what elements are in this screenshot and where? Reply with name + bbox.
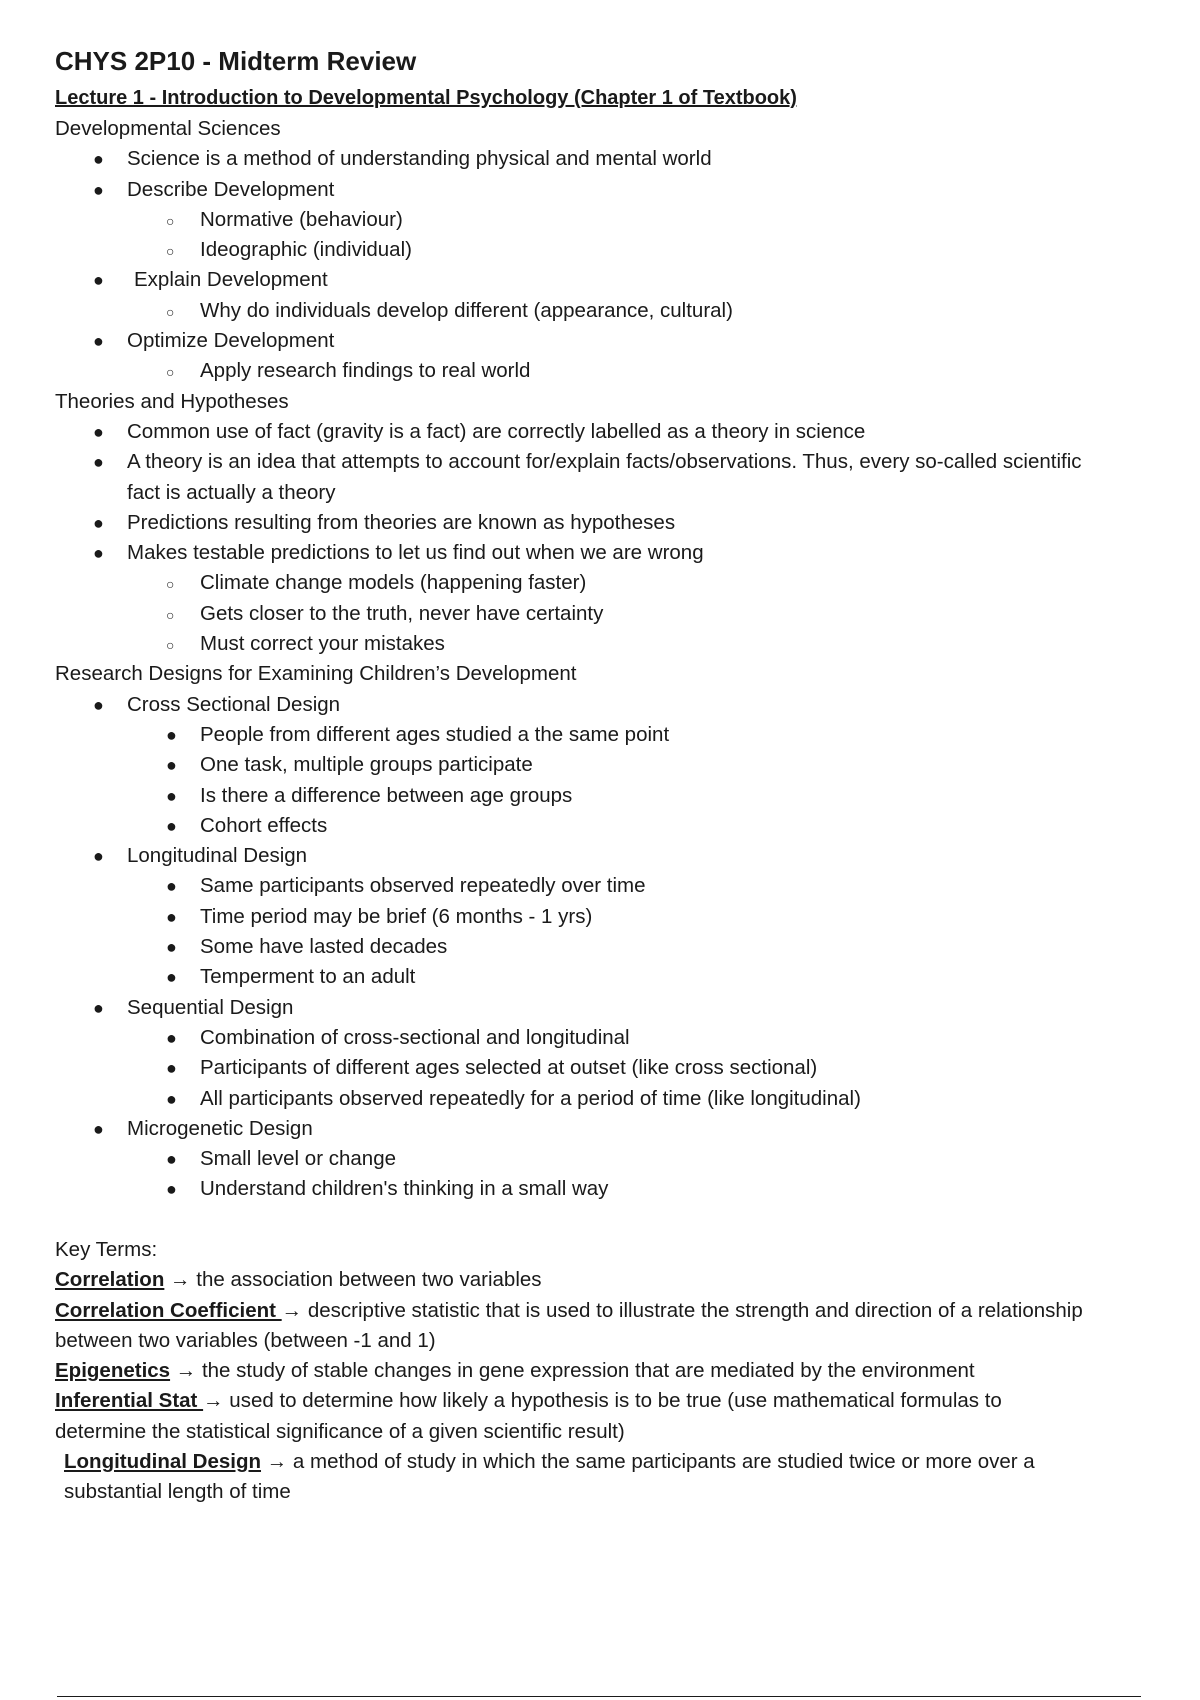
sub-list-item-text: Combination of cross-sectional and longitudinal [200, 1025, 630, 1049]
key-terms-heading: Key Terms: [55, 1237, 158, 1261]
bullet-marker: ● [93, 543, 104, 564]
key-term-definition: → the study of stable changes in gene expression that are mediated by the environment [170, 1359, 975, 1383]
bullet-marker: ● [93, 694, 104, 715]
key-term-continuation: between two variables (between -1 and 1) [55, 1328, 436, 1352]
circle-marker: ○ [166, 303, 175, 320]
bullet-marker: ● [166, 1027, 177, 1048]
list-item-text: Sequential Design [127, 995, 294, 1019]
section-heading: Research Designs for Examining Children’s Development [55, 662, 577, 686]
sub-list-item [55, 356, 1175, 386]
key-term: Inferential Stat [55, 1389, 204, 1413]
bullet-marker: ● [166, 876, 177, 897]
key-term: Epigenetics [55, 1359, 171, 1383]
bullet-marker: ● [166, 724, 177, 745]
circle-marker: ○ [166, 606, 175, 623]
key-term-definition: → the association between two variables [164, 1268, 542, 1292]
key-term: Correlation Coefficient [55, 1298, 282, 1322]
list-item [55, 265, 1175, 295]
sub-list-item-text: Why do individuals develop different (appearance, cultural) [200, 298, 733, 322]
sub-list-item [55, 296, 1175, 326]
list-item [55, 508, 1175, 538]
sub-list-item-text: Normative (behaviour) [200, 207, 403, 231]
sub-list-item [55, 720, 1175, 750]
list-item [55, 841, 1175, 871]
bullet-marker: ● [93, 512, 104, 533]
bullet-marker: ● [93, 331, 104, 352]
sub-list-item [55, 1023, 1175, 1053]
sub-list-item [55, 932, 1175, 962]
sub-list-item-text: Time period may be brief (6 months - 1 yrs) [200, 904, 593, 928]
bullet-marker: ● [93, 997, 104, 1018]
list-item-text: Optimize Development [127, 329, 335, 353]
sub-list-item-text: Apply research findings to real world [200, 359, 531, 383]
key-term-entry [55, 1356, 1175, 1386]
list-item-text: Cross Sectional Design [127, 692, 341, 716]
list-item-text: A theory is an idea that attempts to account for/explain facts/observations. Thus, every so-called scientific [127, 450, 1082, 474]
sub-list-item [55, 1174, 1175, 1204]
bullet-marker: ● [93, 149, 104, 170]
list-item [55, 538, 1175, 568]
bullet-marker: ● [93, 270, 104, 291]
sub-list-item [55, 962, 1175, 992]
sub-list-item [55, 568, 1175, 598]
bullet-marker: ● [166, 755, 177, 776]
list-item-text: Common use of fact (gravity is a fact) are correctly labelled as a theory in science [127, 419, 866, 443]
sub-list-item-text: All participants observed repeatedly for a period of time (like longitudinal) [200, 1086, 861, 1110]
list-item [55, 690, 1175, 720]
list-item [55, 175, 1175, 205]
lecture-heading: Lecture 1 - Introduction to Developmental Psychology (Chapter 1 of Textbook) [55, 87, 797, 109]
sub-list-item-text: Temperment to an adult [200, 965, 416, 989]
key-term-entry [55, 1386, 1175, 1416]
circle-marker: ○ [166, 576, 175, 593]
bullet-marker: ● [166, 785, 177, 806]
key-term-entry [55, 1447, 1175, 1477]
sub-list-item [55, 235, 1175, 265]
sub-list-item-text: Gets closer to the truth, never have certainty [200, 601, 604, 625]
sub-list-item [55, 1053, 1175, 1083]
circle-marker: ○ [166, 243, 175, 260]
sub-list-item [55, 781, 1175, 811]
bullet-marker: ● [93, 421, 104, 442]
sub-list-item [55, 599, 1175, 629]
list-item-continuation [55, 478, 1175, 508]
list-item [55, 417, 1175, 447]
sub-list-item-text: Some have lasted decades [200, 935, 448, 959]
list-item-text: Describe Development [127, 177, 335, 201]
sub-list-item [55, 1144, 1175, 1174]
document-body [55, 114, 1175, 1508]
sub-list-item-text: Small level or change [200, 1147, 396, 1171]
sub-list-item-text: Is there a difference between age groups [200, 783, 573, 807]
sub-list-item-text: Climate change models (happening faster) [200, 571, 587, 595]
key-term-entry [55, 1296, 1175, 1326]
sub-list-item [55, 811, 1175, 841]
list-item [55, 447, 1175, 477]
section-heading: Developmental Sciences [55, 117, 281, 140]
list-item-text: Predictions resulting from theories are known as hypotheses [127, 510, 676, 534]
sub-list-item [55, 1084, 1175, 1114]
bullet-marker: ● [93, 846, 104, 867]
sub-list-item-text: One task, multiple groups participate [200, 753, 533, 777]
sub-list-item [55, 750, 1175, 780]
list-item-text: Longitudinal Design [127, 844, 308, 868]
bullet-marker: ● [166, 815, 177, 836]
sub-list-item-text: Same participants observed repeatedly over time [200, 874, 646, 898]
list-item [55, 993, 1175, 1023]
sub-list-item-text: People from different ages studied a the same point [200, 722, 670, 746]
key-term: Longitudinal Design [64, 1450, 262, 1474]
page-bottom-rule [57, 1696, 1141, 1697]
sub-list-item [55, 205, 1175, 235]
sub-list-item-text: Understand children's thinking in a small way [200, 1177, 609, 1201]
sub-list-item-text: Cohort effects [200, 813, 328, 837]
list-item [55, 1114, 1175, 1144]
bullet-marker: ● [93, 179, 104, 200]
sub-list-item-text: Participants of different ages selected at outset (like cross sectional) [200, 1056, 818, 1080]
key-term-definition: → used to determine how likely a hypothesis is to be true (use mathematical formulas to [203, 1389, 1002, 1413]
list-item-text: Science is a method of understanding physical and mental world [127, 147, 712, 171]
circle-marker: ○ [166, 212, 175, 229]
list-item-text: Makes testable predictions to let us find out when we are wrong [127, 541, 704, 565]
circle-marker: ○ [166, 637, 175, 654]
key-term-continuation: substantial length of time [64, 1480, 291, 1504]
bullet-marker: ● [93, 452, 104, 473]
key-term-definition: → a method of study in which the same participants are studied twice or more over a [261, 1450, 1035, 1474]
bullet-marker: ● [166, 937, 177, 958]
list-item-text: Microgenetic Design [127, 1116, 313, 1140]
key-term-continuation: determine the statistical significance of a given scientific result) [55, 1419, 625, 1443]
document-title: CHYS 2P10 - Midterm Review [55, 46, 417, 76]
sub-list-item [55, 902, 1175, 932]
sub-list-item [55, 629, 1175, 659]
bullet-marker: ● [166, 1058, 177, 1079]
list-item [55, 144, 1175, 174]
bullet-marker: ● [166, 1088, 177, 1109]
section-heading: Theories and Hypotheses [55, 389, 289, 413]
list-item [55, 326, 1175, 356]
key-term: Correlation [55, 1268, 165, 1292]
sub-list-item-text: Must correct your mistakes [200, 632, 445, 656]
sub-list-item [55, 871, 1175, 901]
circle-marker: ○ [166, 364, 175, 381]
key-term-definition: → descriptive statistic that is used to illustrate the strength and direction of a relationship [281, 1298, 1083, 1322]
key-term-entry [55, 1265, 1175, 1295]
blank-line [55, 1205, 1175, 1235]
list-item-text: Explain Development [134, 268, 328, 292]
bullet-marker: ● [166, 1149, 177, 1170]
list-item-text: fact is actually a theory [127, 480, 336, 504]
bullet-marker: ● [166, 906, 177, 927]
bullet-marker: ● [166, 1179, 177, 1200]
bullet-marker: ● [93, 1118, 104, 1139]
sub-list-item-text: Ideographic (individual) [200, 238, 412, 262]
bullet-marker: ● [166, 967, 177, 988]
